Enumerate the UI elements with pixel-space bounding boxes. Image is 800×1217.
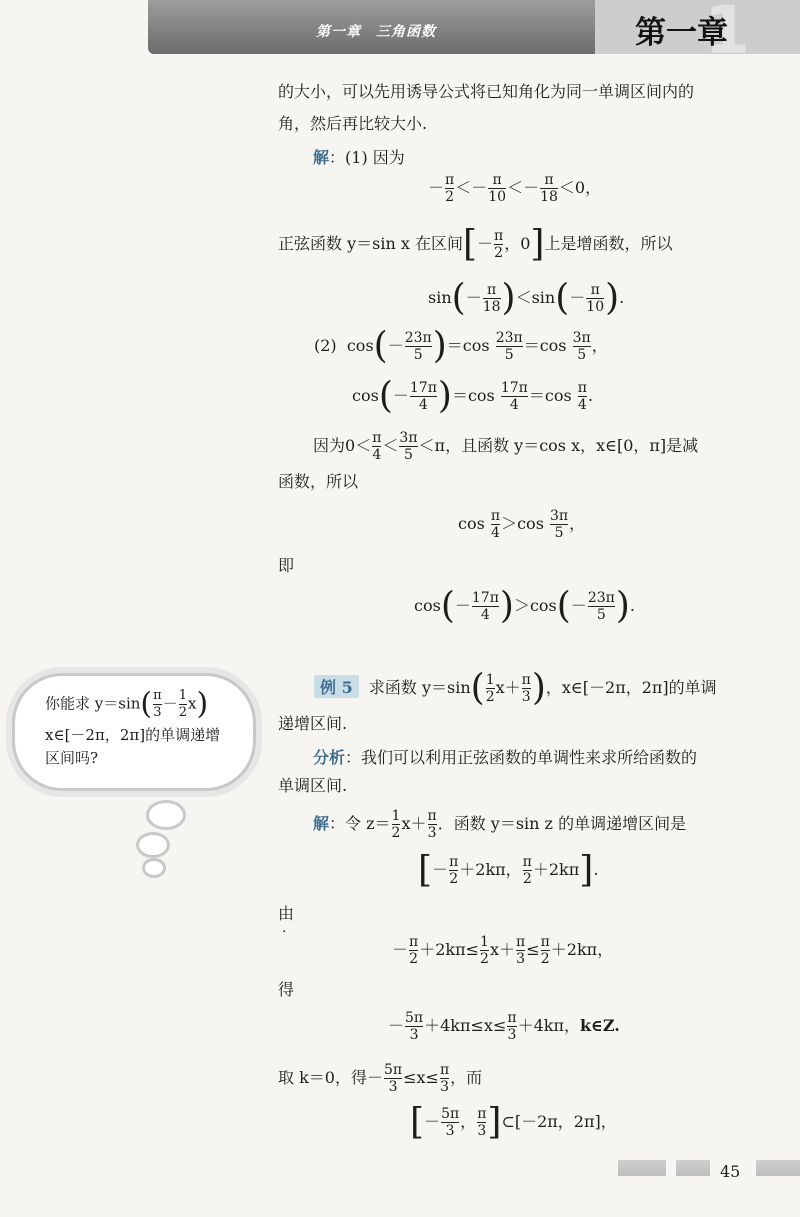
math-ineq-3: － $\frac{5\pi}{3}$ ＋4kπ≤x≤ $\frac{\pi}{3}$ ＋4kπ，k∈Z. (388, 1010, 620, 1043)
solution-1 (313, 146, 800, 170)
solution-2-text-b: ．函数 y＝sin z 的单调递增区间是 (437, 814, 687, 833)
math-subset: [－ $\frac{5\pi}{3}$ ， $\frac{\pi}{3}$ ]⊂[－2π，2π]， (410, 1101, 617, 1143)
chapter-big-number: 1 (704, 0, 750, 69)
side-note-text (45, 688, 240, 767)
func-so-line: 函数，所以 (278, 472, 359, 491)
k-in-z: k∈Z. (579, 1016, 620, 1035)
math-cos-compare: cos $\frac{\pi}{4}$ ＞cos $\frac{3\pi}{5}$ ， (458, 508, 586, 541)
example-5-line-2: 递增区间. (278, 714, 348, 733)
side-note-cloud (12, 673, 256, 791)
analysis-text: ：我们可以利用正弦函数的单调性来求所给函数的 (345, 748, 698, 767)
take-k-line: 取 k＝0，得－ $\frac{5\pi}{3}$ ≤x≤ $\frac{\pi}{3}$ ，而 (278, 1062, 483, 1095)
page-number: 45 (720, 1162, 741, 1181)
analysis-label: 分析 (313, 748, 346, 767)
side-note-line-1-text: 你能求 y＝sin (45, 694, 141, 713)
take-k-tail: ，而 (450, 1068, 483, 1087)
sin-increasing-text: 正弦函数 y＝sin x 在区间 (278, 234, 463, 253)
because-prefix: 因为 (313, 436, 346, 455)
cloud-bubble-2 (136, 832, 170, 858)
side-note-line-2: x∈[－2π，2π]的单调递增 (45, 726, 221, 744)
example-5-text: 求函数 y＝sin (368, 678, 471, 697)
example-5-label: 例 5 (314, 675, 359, 698)
sin-increasing-line: 正弦函数 y＝sin x 在区间[－ $\frac{\pi}{2}$ ，0]上是增函数，所以 (278, 223, 673, 265)
analysis-line (313, 746, 800, 770)
footer-bar-3 (756, 1160, 800, 1176)
solution-label: 解 (313, 148, 330, 167)
ji-line: 即 (278, 556, 295, 575)
chapter-tab-title: 第一章 (635, 15, 728, 51)
text-line-1: 的大小，可以先用诱导公式将已知角化为同一单调区间内的 (278, 82, 695, 101)
solution-2-text-a: ：令 z＝ (329, 814, 391, 833)
solution-2-line: 解：令 z＝ $\frac{1}{2}$ x＋ $\frac{\pi}{3}$ ．函数 y＝sin z 的单调递增区间是 (313, 808, 687, 841)
math-ineq-2: － $\frac{\pi}{2}$ ＋2kπ≤ $\frac{1}{2}$ x＋ $\frac{\pi}{3}$ ≤ $\frac{\pi}{2}$ ＋2kπ， (392, 934, 614, 967)
text-line-2: 角，然后再比较大小. (278, 114, 428, 133)
math-sin-compare: sin(－ $\frac{\pi}{18}$ )＜sin(－ $\frac{\pi}{10}$ ). (428, 277, 625, 319)
footer-bar-2 (676, 1160, 710, 1176)
math-interval-1: [－ $\frac{\pi}{2}$ ＋2kπ， $\frac{\pi}{2}$ ＋2kπ]. (418, 849, 599, 891)
side-note-line-3: 区间吗? (45, 749, 99, 767)
because-tail: ，且函数 y＝cos x，x∈[0，π]是减 (445, 436, 699, 455)
side-note-line-1: 你能求 y＝sin( $\frac{\pi}{3}$ － $\frac{1}{2}$ x) (45, 686, 209, 722)
math-ineq-1: － $\frac{\pi}{2}$ ＜－ $\frac{\pi}{10}$ ＜－ $\frac{\pi}{18}$ ＜0， (428, 172, 602, 205)
de-line: 得 (278, 980, 295, 999)
footer-bar-1 (618, 1160, 666, 1176)
math-cos-2: cos(－ $\frac{17\pi}{4}$ )＝cos $\frac{17\pi}{4}$ ＝cos $\frac{\pi}{4}$ . (352, 375, 594, 417)
cloud-bubble-1 (146, 800, 186, 830)
cloud-bubble-3 (142, 858, 166, 878)
chapter-label: 第一章 三角函数 (316, 24, 436, 40)
solution-1-text: ：(1) 因为 (329, 148, 405, 167)
analysis-line-2: 单调区间. (278, 776, 348, 795)
stray-mark: · (282, 924, 287, 940)
math-cos-1: (2) cos(－ $\frac{23\pi}{5}$ )＝cos $\frac{23\pi}{5}$ ＝cos $\frac{3\pi}{5}$ ， (314, 325, 608, 367)
solution-2-label: 解 (313, 814, 330, 833)
chapter-header (148, 0, 800, 69)
part-2-label: (2) (314, 336, 337, 355)
sin-increasing-tail: 上是增函数，所以 (544, 234, 673, 253)
you-line: 由 (278, 904, 295, 923)
because-line: 因为0＜ $\frac{\pi}{4}$ ＜ $\frac{3\pi}{5}$ ＜π，且函数 y＝cos x，x∈[0，π]是减 (313, 430, 699, 463)
example-5-line: 例 5 求函数 y＝sin( $\frac{1}{2}$ x＋ $\frac{\pi}{3}$ )，x∈[－2π，2π]的单调 (314, 672, 717, 705)
example-5-tail: ，x∈[－2π，2π]的单调 (545, 678, 717, 697)
take-k-text: 取 k＝0，得 (278, 1068, 367, 1087)
math-cos-final: cos(－ $\frac{17\pi}{4}$ )＞cos(－ $\frac{23\pi}{5}$ ). (414, 585, 635, 627)
